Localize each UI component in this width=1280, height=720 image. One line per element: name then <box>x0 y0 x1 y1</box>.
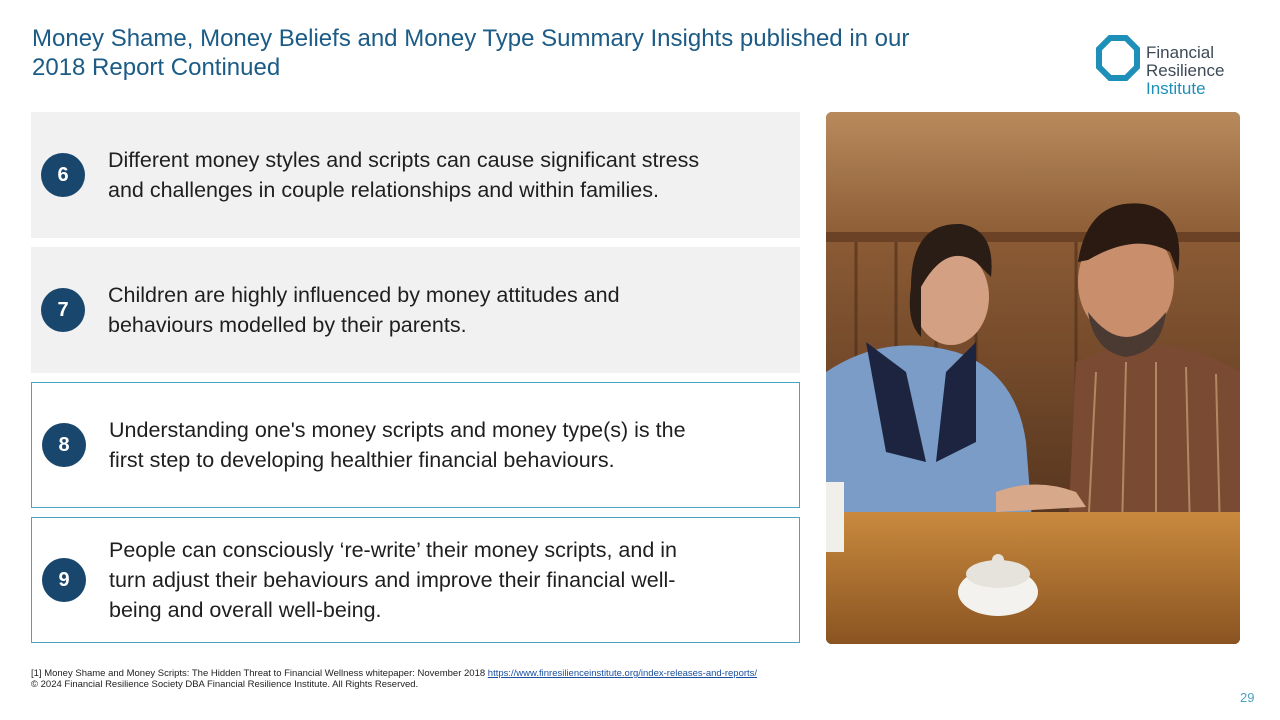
page-number: 29 <box>1240 690 1255 705</box>
insight-text-line: first step to developing healthier financial behaviours. <box>109 448 615 472</box>
number-badge: 6 <box>41 153 85 197</box>
insight-card-6 <box>31 112 800 238</box>
insight-text-line: behaviours modelled by their parents. <box>108 313 467 337</box>
insight-text-line: Understanding one's money scripts and money type(s) is the <box>109 418 686 442</box>
insight-card-8 <box>31 382 800 508</box>
insight-text-line: and challenges in couple relationships and within families. <box>108 178 659 202</box>
octagon-ring-icon <box>1096 34 1140 84</box>
footer-citation <box>31 668 757 679</box>
insight-text-line: Children are highly influenced by money attitudes and <box>108 283 620 307</box>
page-title-line-2: 2018 Report Continued <box>32 54 281 81</box>
page-title <box>32 24 1052 82</box>
report-link[interactable]: https://www.finresilienceinstitute.org/index-releases-and-reports/ <box>487 668 758 679</box>
footer <box>31 668 757 690</box>
insight-card-7 <box>31 247 800 373</box>
logo-line-2: Resilience <box>1146 61 1225 80</box>
insight-text-line: Different money styles and scripts can cause significant stress <box>108 148 700 172</box>
insight-card-9 <box>31 517 800 643</box>
logo-line-1: Financial <box>1146 43 1215 62</box>
page-title-line-1: Money Shame, Money Beliefs and Money Type Summary Insights published in our <box>32 25 910 52</box>
copyright-text: © 2024 Financial Resilience Society DBA Financial Resilience Institute. All Rights Reserved. <box>31 679 419 690</box>
insights-list <box>31 112 801 643</box>
insight-text-line: People can consciously ‘re-write’ their money scripts, and in <box>109 538 678 562</box>
insight-text <box>109 415 686 475</box>
couple-photo <box>826 112 1240 644</box>
number-badge: 8 <box>42 423 86 467</box>
insight-text-line: being and overall well-being. <box>109 598 382 622</box>
citation-text: [1] Money Shame and Money Scripts: The Hidden Threat to Financial Wellness whitepaper: November 2018 <box>31 668 488 679</box>
logo-line-3: Institute <box>1146 79 1206 98</box>
insight-text-line: turn adjust their behaviours and improve their financial well- <box>109 568 676 592</box>
couple-illustration <box>826 112 1240 644</box>
institute-logo <box>1096 34 1256 98</box>
insight-text <box>108 280 620 340</box>
insight-text <box>108 145 699 205</box>
number-badge: 9 <box>42 558 86 602</box>
insight-text <box>109 535 677 625</box>
number-badge: 7 <box>41 288 85 332</box>
